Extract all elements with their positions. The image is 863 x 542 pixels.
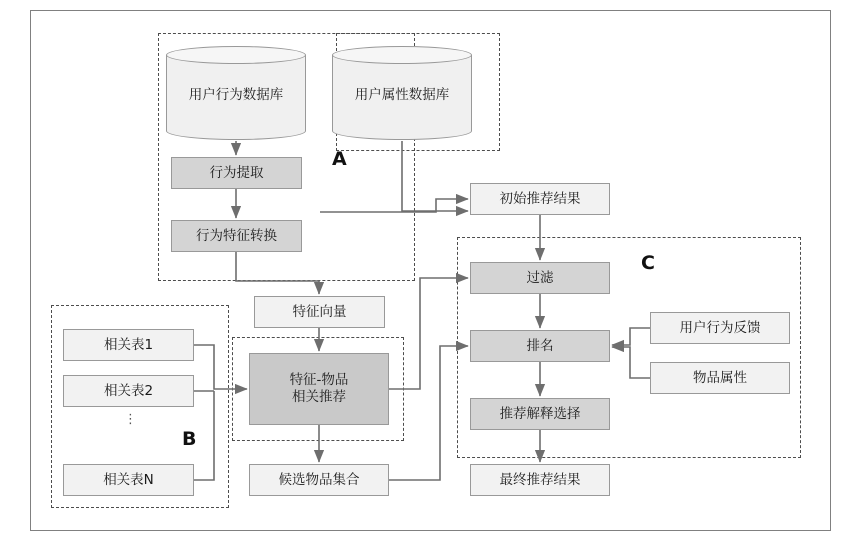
database-user-profile[interactable] [332, 46, 472, 140]
node-item-attribute[interactable]: 物品属性 [650, 362, 790, 394]
node-relation-table-n[interactable]: 相关表N [63, 464, 194, 496]
node-behavior-feature-transform[interactable]: 行为特征转换 [171, 220, 302, 252]
database-user-behavior[interactable] [166, 46, 306, 140]
node-relation-table-1[interactable]: 相关表1 [63, 329, 194, 361]
group-label-a: A [332, 148, 347, 170]
node-rank[interactable]: 排名 [470, 330, 610, 362]
node-feature-item-recommend-line2: 相关推荐 [292, 389, 346, 405]
node-behavior-extract[interactable]: 行为提取 [171, 157, 302, 189]
node-candidate-item-set[interactable]: 候选物品集合 [249, 464, 389, 496]
database-user-behavior-label: 用户行为数据库 [188, 87, 284, 103]
node-user-behavior-feedback[interactable]: 用户行为反馈 [650, 312, 790, 344]
database-user-profile-label: 用户属性数据库 [354, 87, 450, 103]
node-feature-vector[interactable]: 特征向量 [254, 296, 385, 328]
relation-table-ellipsis: ⋮ [124, 412, 138, 427]
group-label-b: B [182, 428, 197, 450]
node-filter[interactable]: 过滤 [470, 262, 610, 294]
node-initial-recommend-result[interactable]: 初始推荐结果 [470, 183, 610, 215]
node-final-recommend-result[interactable]: 最终推荐结果 [470, 464, 610, 496]
group-label-c: C [641, 252, 655, 274]
node-feature-item-recommend[interactable] [249, 353, 389, 425]
node-recommend-explain-select[interactable]: 推荐解释选择 [470, 398, 610, 430]
node-relation-table-2[interactable]: 相关表2 [63, 375, 194, 407]
node-feature-item-recommend-line1: 特征-物品 [289, 372, 349, 389]
